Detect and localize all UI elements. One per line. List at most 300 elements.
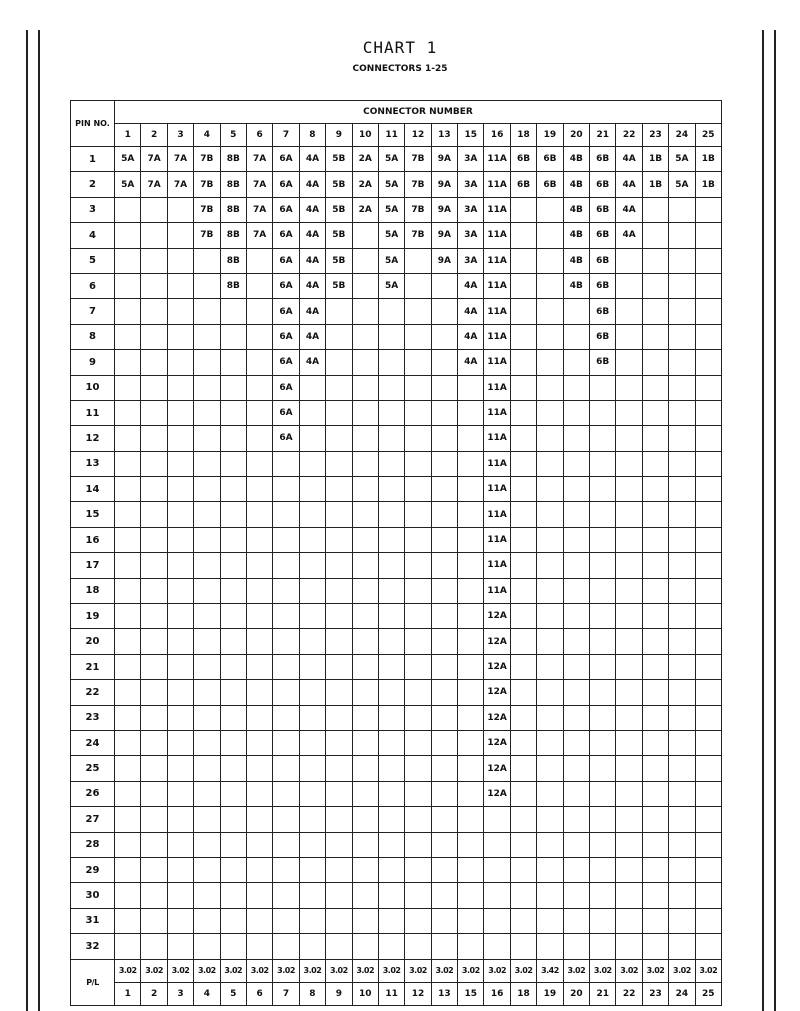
pin-assignment-cell <box>458 883 484 908</box>
pin-assignment-cell <box>299 756 325 781</box>
pin-row <box>71 680 722 705</box>
pin-assignment-cell: 12A <box>484 654 510 679</box>
pin-assignment-cell <box>378 299 404 324</box>
pin-assignment-cell <box>590 908 616 933</box>
pin-assignment-cell <box>431 553 457 578</box>
pl-connector-number-cell: 9 <box>326 982 352 1005</box>
pin-assignment-cell <box>405 629 431 654</box>
pin-assignment-cell: 6B <box>510 147 536 172</box>
pin-assignment-cell <box>616 477 642 502</box>
pin-row <box>71 604 722 629</box>
pl-connector-number-cell: 15 <box>458 982 484 1005</box>
pin-assignment-cell: 11A <box>484 375 510 400</box>
pin-assignment-cell <box>537 426 563 451</box>
pl-connector-number-cell: 4 <box>194 982 220 1005</box>
pin-assignment-cell: 8B <box>220 147 246 172</box>
pin-assignment-cell <box>220 400 246 425</box>
pin-assignment-cell <box>194 477 220 502</box>
pin-row <box>71 273 722 298</box>
pin-assignment-cell <box>537 908 563 933</box>
pin-assignment-cell <box>246 832 272 857</box>
pin-assignment-cell <box>669 604 695 629</box>
pin-assignment-cell: 7B <box>194 223 220 248</box>
pin-assignment-cell <box>616 908 642 933</box>
pin-assignment-cell <box>194 400 220 425</box>
pin-assignment-cell: 6A <box>273 324 299 349</box>
connector-number-cell: 8 <box>299 124 325 147</box>
pin-assignment-cell: 4A <box>299 172 325 197</box>
pin-row <box>71 324 722 349</box>
pin-assignment-cell <box>458 400 484 425</box>
pin-assignment-cell <box>669 527 695 552</box>
pin-assignment-cell: 2A <box>352 172 378 197</box>
pin-assignment-cell <box>590 654 616 679</box>
pin-assignment-cell <box>326 299 352 324</box>
pin-row <box>71 451 722 476</box>
pl-connector-number-cell: 3 <box>167 982 193 1005</box>
pin-assignment-cell <box>352 857 378 882</box>
pin-assignment-cell <box>405 578 431 603</box>
pin-number-cell: 11 <box>71 400 115 425</box>
pin-assignment-cell <box>669 248 695 273</box>
pin-assignment-cell <box>273 654 299 679</box>
pin-assignment-cell <box>642 451 668 476</box>
pin-assignment-cell <box>669 426 695 451</box>
pin-assignment-cell <box>115 527 141 552</box>
pin-assignment-cell: 1B <box>695 147 721 172</box>
pin-assignment-cell <box>642 730 668 755</box>
pin-assignment-cell: 4A <box>299 350 325 375</box>
pin-assignment-cell <box>194 832 220 857</box>
pin-assignment-cell <box>167 832 193 857</box>
pin-assignment-cell <box>405 832 431 857</box>
pin-assignment-cell <box>194 527 220 552</box>
pin-assignment-cell: 3A <box>458 197 484 222</box>
pin-assignment-cell: 6A <box>273 299 299 324</box>
pl-label: P/L <box>71 959 115 1005</box>
pin-assignment-cell <box>246 781 272 806</box>
pin-assignment-cell <box>167 578 193 603</box>
pin-assignment-cell: 7A <box>167 172 193 197</box>
pin-assignment-cell <box>273 477 299 502</box>
pin-assignment-cell <box>510 578 536 603</box>
pin-assignment-cell <box>590 934 616 959</box>
pin-assignment-cell <box>669 705 695 730</box>
pin-assignment-cell <box>352 654 378 679</box>
pin-row <box>71 578 722 603</box>
pl-value-cell: 3.02 <box>194 959 220 982</box>
pin-assignment-cell <box>220 629 246 654</box>
pl-value-cell: 3.02 <box>590 959 616 982</box>
pin-assignment-cell: 4A <box>299 324 325 349</box>
pin-assignment-cell <box>563 400 589 425</box>
pin-assignment-cell <box>642 375 668 400</box>
pin-assignment-cell: 9A <box>431 223 457 248</box>
pin-assignment-cell: 4A <box>299 299 325 324</box>
pin-assignment-cell <box>352 604 378 629</box>
pin-assignment-cell <box>695 629 721 654</box>
connector-number-cell: 18 <box>510 124 536 147</box>
pin-assignment-cell <box>431 883 457 908</box>
pin-assignment-cell <box>537 451 563 476</box>
pin-assignment-cell <box>431 604 457 629</box>
pin-assignment-cell <box>378 705 404 730</box>
pin-assignment-cell <box>510 527 536 552</box>
connector-number-cell: 11 <box>378 124 404 147</box>
pl-connector-number-cell: 19 <box>537 982 563 1005</box>
pin-assignment-cell: 8B <box>220 172 246 197</box>
pin-assignment-cell <box>405 756 431 781</box>
pin-assignment-cell <box>510 604 536 629</box>
pin-assignment-cell <box>642 299 668 324</box>
pin-assignment-cell <box>167 350 193 375</box>
pin-assignment-cell <box>378 502 404 527</box>
pin-assignment-cell: 11A <box>484 477 510 502</box>
pin-assignment-cell <box>431 502 457 527</box>
pin-assignment-cell <box>458 426 484 451</box>
pin-assignment-cell <box>115 578 141 603</box>
pin-assignment-cell <box>167 934 193 959</box>
pin-assignment-cell <box>246 934 272 959</box>
pin-assignment-cell <box>642 426 668 451</box>
pin-assignment-cell <box>167 730 193 755</box>
pin-assignment-cell <box>352 908 378 933</box>
pin-assignment-cell: 5B <box>326 147 352 172</box>
pin-assignment-cell <box>194 375 220 400</box>
pin-assignment-cell <box>246 857 272 882</box>
pin-assignment-cell <box>616 426 642 451</box>
pin-assignment-cell <box>167 604 193 629</box>
pin-assignment-cell <box>510 324 536 349</box>
pin-assignment-cell: 4A <box>299 197 325 222</box>
pin-assignment-cell: 5A <box>669 172 695 197</box>
pin-assignment-cell <box>405 781 431 806</box>
pin-assignment-cell <box>378 477 404 502</box>
pin-assignment-cell <box>405 299 431 324</box>
pin-assignment-cell: 4B <box>563 273 589 298</box>
pin-assignment-cell <box>616 553 642 578</box>
pin-assignment-cell <box>642 324 668 349</box>
pin-row <box>71 426 722 451</box>
pin-assignment-cell <box>167 400 193 425</box>
pin-assignment-cell <box>431 730 457 755</box>
pin-assignment-cell <box>141 502 167 527</box>
pin-number-cell: 4 <box>71 223 115 248</box>
pin-assignment-cell <box>458 553 484 578</box>
pl-connector-number-cell: 12 <box>405 982 431 1005</box>
pin-row <box>71 934 722 959</box>
pin-assignment-cell <box>141 832 167 857</box>
connector-number-cell: 24 <box>669 124 695 147</box>
pin-assignment-cell <box>616 629 642 654</box>
pin-assignment-cell <box>616 527 642 552</box>
pin-assignment-cell <box>352 299 378 324</box>
pin-assignment-cell <box>326 730 352 755</box>
pin-assignment-cell: 4A <box>458 273 484 298</box>
pin-assignment-cell: 11A <box>484 223 510 248</box>
pin-assignment-cell <box>326 883 352 908</box>
pin-assignment-cell <box>141 934 167 959</box>
pl-connector-number-cell: 13 <box>431 982 457 1005</box>
pin-assignment-cell <box>405 248 431 273</box>
pin-assignment-cell: 5A <box>378 197 404 222</box>
pl-connector-number-cell: 16 <box>484 982 510 1005</box>
connector-number-cell: 20 <box>563 124 589 147</box>
pin-assignment-cell: 7B <box>194 172 220 197</box>
pin-assignment-cell <box>326 451 352 476</box>
pin-assignment-cell <box>378 426 404 451</box>
pin-assignment-cell <box>273 832 299 857</box>
pin-assignment-cell <box>378 604 404 629</box>
pin-assignment-cell: 1B <box>642 147 668 172</box>
pin-assignment-cell <box>695 273 721 298</box>
pin-assignment-cell <box>669 273 695 298</box>
pin-assignment-cell <box>510 857 536 882</box>
pin-assignment-cell: 6B <box>590 172 616 197</box>
pin-assignment-cell <box>616 502 642 527</box>
pin-assignment-cell <box>352 756 378 781</box>
pin-assignment-cell <box>246 477 272 502</box>
pin-assignment-cell: 6A <box>273 223 299 248</box>
pin-assignment-cell <box>141 426 167 451</box>
pin-assignment-cell <box>115 705 141 730</box>
pin-number-cell: 9 <box>71 350 115 375</box>
pin-assignment-cell <box>510 730 536 755</box>
pl-value-cell: 3.02 <box>378 959 404 982</box>
pin-assignment-cell: 7A <box>141 172 167 197</box>
pin-assignment-cell <box>141 527 167 552</box>
pin-assignment-cell <box>642 883 668 908</box>
pin-assignment-cell <box>220 426 246 451</box>
pin-assignment-cell <box>246 248 272 273</box>
pl-value-cell: 3.02 <box>220 959 246 982</box>
pin-row <box>71 883 722 908</box>
pin-assignment-cell <box>510 807 536 832</box>
pin-assignment-cell <box>510 629 536 654</box>
pl-value-cell: 3.02 <box>405 959 431 982</box>
pin-assignment-cell: 6A <box>273 375 299 400</box>
pin-assignment-cell <box>220 578 246 603</box>
pin-assignment-cell <box>537 324 563 349</box>
pin-assignment-cell <box>246 299 272 324</box>
pin-assignment-cell: 12A <box>484 730 510 755</box>
pin-assignment-cell <box>616 807 642 832</box>
pin-assignment-cell <box>167 426 193 451</box>
pin-assignment-cell: 12A <box>484 680 510 705</box>
pin-assignment-cell <box>510 756 536 781</box>
pin-assignment-cell <box>590 400 616 425</box>
pin-assignment-cell <box>510 654 536 679</box>
pin-assignment-cell <box>695 502 721 527</box>
pin-assignment-cell <box>378 629 404 654</box>
pin-number-cell: 7 <box>71 299 115 324</box>
pin-assignment-cell <box>246 324 272 349</box>
pin-assignment-cell <box>458 908 484 933</box>
pin-assignment-cell: 4B <box>563 197 589 222</box>
pin-assignment-cell <box>246 629 272 654</box>
pin-assignment-cell <box>167 248 193 273</box>
pin-assignment-cell <box>537 299 563 324</box>
pin-assignment-cell: 6A <box>273 147 299 172</box>
pin-assignment-cell <box>458 832 484 857</box>
pin-number-cell: 10 <box>71 375 115 400</box>
pl-connector-number-cell: 25 <box>695 982 721 1005</box>
pin-assignment-cell <box>405 604 431 629</box>
pin-assignment-cell <box>299 451 325 476</box>
pin-assignment-cell <box>669 375 695 400</box>
pin-assignment-cell <box>246 502 272 527</box>
pin-assignment-cell <box>563 705 589 730</box>
pin-row <box>71 908 722 933</box>
pin-assignment-cell: 7A <box>246 223 272 248</box>
pin-assignment-cell <box>167 273 193 298</box>
pin-assignment-cell: 5A <box>378 223 404 248</box>
pin-assignment-cell <box>695 680 721 705</box>
pin-assignment-cell <box>669 197 695 222</box>
pin-assignment-cell <box>405 553 431 578</box>
pin-assignment-cell <box>695 604 721 629</box>
pin-row <box>71 654 722 679</box>
pin-assignment-cell <box>378 680 404 705</box>
pin-assignment-cell: 11A <box>484 451 510 476</box>
pin-assignment-cell <box>669 629 695 654</box>
pin-assignment-cell <box>590 781 616 806</box>
pin-assignment-cell <box>563 375 589 400</box>
pin-assignment-cell <box>510 502 536 527</box>
pin-assignment-cell <box>326 527 352 552</box>
pl-connector-number-cell: 22 <box>616 982 642 1005</box>
pin-assignment-cell <box>220 756 246 781</box>
pin-assignment-cell: 7A <box>246 197 272 222</box>
pin-assignment-cell <box>590 756 616 781</box>
pin-assignment-cell <box>616 680 642 705</box>
pin-assignment-cell: 4A <box>616 147 642 172</box>
pin-assignment-cell <box>326 426 352 451</box>
pin-assignment-cell <box>246 883 272 908</box>
pin-assignment-cell <box>352 426 378 451</box>
pin-assignment-cell <box>695 730 721 755</box>
pin-assignment-cell <box>246 705 272 730</box>
pl-connector-number-cell: 10 <box>352 982 378 1005</box>
pin-row <box>71 223 722 248</box>
pin-assignment-cell <box>616 324 642 349</box>
pl-connector-number-cell: 11 <box>378 982 404 1005</box>
pl-value-cell: 3.02 <box>431 959 457 982</box>
pin-assignment-cell <box>537 223 563 248</box>
pin-number-cell: 19 <box>71 604 115 629</box>
pin-assignment-cell <box>167 705 193 730</box>
pin-assignment-cell <box>378 934 404 959</box>
pin-assignment-cell <box>405 680 431 705</box>
pin-assignment-cell <box>563 604 589 629</box>
pin-assignment-cell <box>431 756 457 781</box>
pin-assignment-cell <box>695 756 721 781</box>
pin-assignment-cell <box>642 248 668 273</box>
pin-assignment-cell: 9A <box>431 147 457 172</box>
pin-number-cell: 2 <box>71 172 115 197</box>
pin-assignment-cell: 5B <box>326 197 352 222</box>
pin-assignment-cell <box>299 807 325 832</box>
pin-assignment-cell <box>458 730 484 755</box>
pin-row <box>71 477 722 502</box>
pin-assignment-cell <box>352 273 378 298</box>
pin-assignment-cell <box>246 451 272 476</box>
pin-assignment-cell <box>246 350 272 375</box>
pin-assignment-cell <box>537 807 563 832</box>
pin-assignment-cell <box>616 273 642 298</box>
pin-assignment-cell <box>141 680 167 705</box>
pin-assignment-cell <box>616 578 642 603</box>
pin-assignment-cell <box>115 324 141 349</box>
pin-assignment-cell <box>167 553 193 578</box>
pin-assignment-cell <box>405 934 431 959</box>
pin-assignment-cell <box>326 908 352 933</box>
pin-assignment-cell <box>642 604 668 629</box>
pin-assignment-cell: 11A <box>484 248 510 273</box>
pin-assignment-cell <box>642 223 668 248</box>
pin-assignment-cell <box>378 451 404 476</box>
pin-assignment-cell <box>115 756 141 781</box>
pin-assignment-cell <box>299 857 325 882</box>
pin-assignment-cell <box>378 324 404 349</box>
pl-connector-number-cell: 7 <box>273 982 299 1005</box>
pin-assignment-cell <box>563 426 589 451</box>
pin-assignment-cell <box>273 807 299 832</box>
pin-assignment-cell: 6A <box>273 197 299 222</box>
pin-assignment-cell <box>695 857 721 882</box>
pin-assignment-cell <box>352 629 378 654</box>
pin-assignment-cell <box>563 350 589 375</box>
pin-assignment-cell: 7B <box>405 197 431 222</box>
pin-assignment-cell <box>167 680 193 705</box>
pin-assignment-cell <box>115 477 141 502</box>
pin-assignment-cell <box>590 832 616 857</box>
pin-assignment-cell <box>115 857 141 882</box>
pin-assignment-cell: 5B <box>326 223 352 248</box>
pin-assignment-cell <box>510 934 536 959</box>
pin-assignment-cell <box>115 502 141 527</box>
pin-assignment-cell <box>167 324 193 349</box>
pin-assignment-cell <box>115 832 141 857</box>
pin-assignment-cell <box>642 832 668 857</box>
pin-assignment-cell: 7A <box>246 147 272 172</box>
pin-assignment-cell <box>669 883 695 908</box>
connector-number-cell: 5 <box>220 124 246 147</box>
pin-assignment-cell <box>537 578 563 603</box>
pin-assignment-cell <box>642 527 668 552</box>
pin-assignment-cell <box>273 705 299 730</box>
pin-assignment-cell <box>378 578 404 603</box>
pin-row <box>71 857 722 882</box>
pin-assignment-cell <box>115 629 141 654</box>
pin-assignment-cell: 4A <box>458 324 484 349</box>
pin-assignment-cell <box>510 400 536 425</box>
connector-number-cell: 21 <box>590 124 616 147</box>
pin-assignment-cell <box>378 756 404 781</box>
pin-assignment-cell <box>510 832 536 857</box>
pin-assignment-cell <box>352 705 378 730</box>
pin-assignment-cell <box>458 756 484 781</box>
pin-assignment-cell <box>352 527 378 552</box>
pin-assignment-cell <box>695 400 721 425</box>
pin-assignment-cell <box>352 477 378 502</box>
pin-assignment-cell <box>194 578 220 603</box>
pin-assignment-cell <box>273 883 299 908</box>
pin-assignment-cell: 4A <box>458 299 484 324</box>
pin-assignment-cell: 2A <box>352 147 378 172</box>
pin-assignment-cell: 11A <box>484 400 510 425</box>
pin-assignment-cell <box>431 324 457 349</box>
